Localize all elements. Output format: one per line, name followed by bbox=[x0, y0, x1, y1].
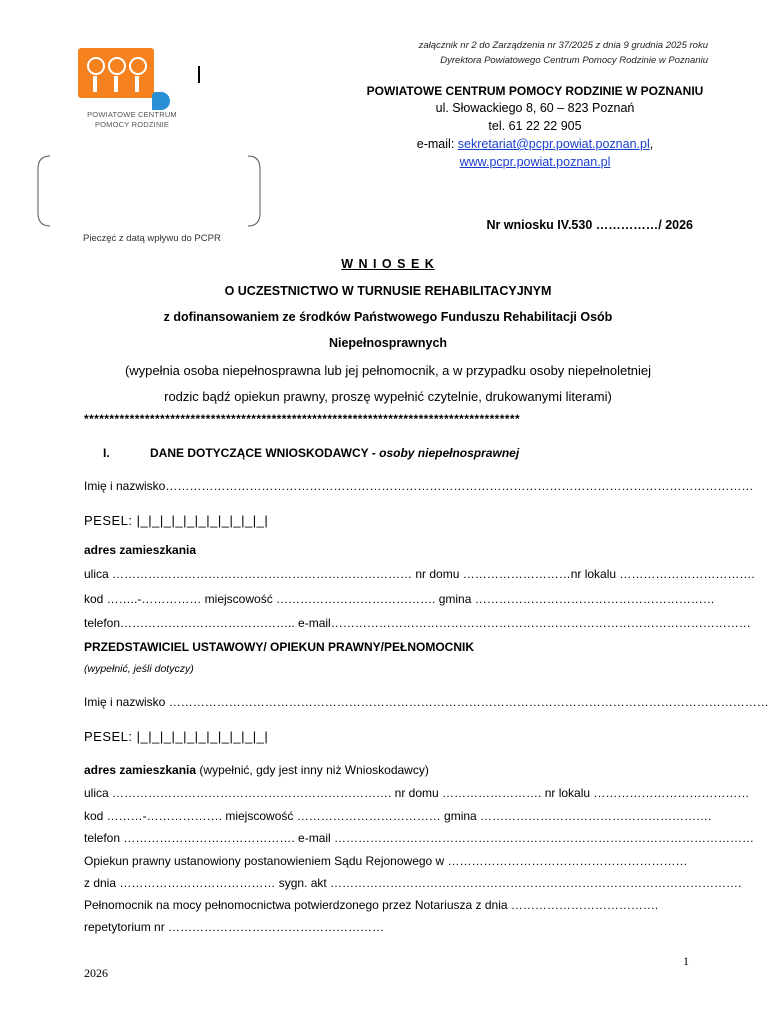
repertory-field[interactable]: repetytorium nr ……………………………………………… bbox=[84, 920, 385, 934]
title-line2: z dofinansowaniem ze środków Państwowego Funduszu Rehabilitacji Osób bbox=[163, 310, 613, 324]
instructions-line1: (wypełnia osoba niepełnosprawna lub jej pełnomocnik, a w przypadku osoby niepełnoletniej bbox=[124, 363, 652, 378]
representative-pesel-field[interactable]: PESEL: |_|_|_|_|_|_|_|_|_|_|_| bbox=[84, 729, 269, 744]
stamp-brackets bbox=[36, 155, 262, 227]
logo-blue-mark bbox=[152, 92, 170, 110]
org-phone: tel. 61 22 22 905 bbox=[488, 119, 582, 133]
logo-text-line2: POMOCY RODZINIE bbox=[94, 120, 170, 129]
logo-stroke bbox=[135, 76, 139, 92]
org-address: ul. Słowackiego 8, 60 – 823 Poznań bbox=[435, 101, 635, 115]
logo-figure-icon bbox=[87, 57, 105, 75]
representative-city-field[interactable]: kod ………-………………. miejscowość ……………………………… gmina …………………………………………………. bbox=[84, 809, 712, 823]
section1-heading-text: DANE DOTYCZĄCE WNIOSKODAWCY - bbox=[150, 446, 380, 460]
document-title: W N I O S E K bbox=[341, 257, 435, 271]
title-line1: O UCZESTNICTWO W TURNUSIE REHABILITACYJNYM bbox=[224, 284, 552, 298]
org-email-prefix: e-mail: bbox=[416, 137, 458, 151]
applicant-street-field[interactable]: ulica ………………………………………………………………… nr domu ………………………nr lokalu ……………………………. bbox=[84, 567, 755, 581]
representative-name-field[interactable]: Imię i nazwisko …………………………………………………………………………………………………………………………………… bbox=[84, 695, 769, 709]
org-www-row bbox=[362, 155, 708, 169]
logo-orange-square bbox=[78, 48, 154, 98]
representative-address-heading bbox=[84, 763, 694, 777]
applicant-city-field[interactable]: kod ……..-…………… miejscowość …………………………………. gmina …………………………………………………… bbox=[84, 592, 715, 606]
logo-text-line1: POWIATOWE CENTRUM bbox=[87, 110, 177, 119]
header-separator bbox=[198, 66, 200, 83]
representative-contact-field[interactable]: telefon ……………………………………. e-mail …………………………………………………………………………………………… bbox=[84, 831, 755, 845]
asterisk-separator: ************************************************************************************** bbox=[84, 412, 521, 426]
applicant-pesel-field[interactable]: PESEL: |_|_|_|_|_|_|_|_|_|_|_| bbox=[84, 513, 269, 528]
court-date-field[interactable]: z dnia ………………………………… sygn. akt …………………………………………………………………………………………. bbox=[84, 876, 742, 890]
logo-text bbox=[82, 110, 182, 130]
org-email-suffix: , bbox=[649, 137, 654, 151]
applicant-contact-field[interactable]: telefon…………………………………….. e-mail…………………………………………………………………………………………… bbox=[84, 616, 751, 630]
representative-heading: PRZEDSTAWICIEL USTAWOWY/ OPIEKUN PRAWNY/PEŁNOMOCNIK bbox=[84, 640, 475, 654]
attachment-note-line2: Dyrektora Powiatowego Centrum Pomocy Rodzinie w Poznaniu bbox=[440, 55, 708, 66]
stamp-caption: Pieczęć z datą wpływu do PCPR bbox=[83, 233, 221, 244]
pcpr-logo bbox=[78, 48, 178, 134]
attachment-note-line1: załącznik nr 2 do Zarządzenia nr 37/2025 z dnia 9 grudnia 2025 roku bbox=[418, 40, 708, 51]
logo-stroke bbox=[93, 76, 97, 92]
page-number: 1 bbox=[683, 954, 689, 968]
representative-address-label: adres zamieszkania bbox=[84, 763, 197, 777]
instructions-line2: rodzic bądź opiekun prawny, proszę wypełnić czytelnie, drukowanymi literami) bbox=[164, 389, 612, 404]
logo-figure-icon bbox=[129, 57, 147, 75]
org-www-link[interactable]: www.pcpr.powiat.poznan.pl bbox=[459, 155, 611, 169]
representative-street-field[interactable]: ulica ……………………………………………………………. nr domu ……………………. nr lokalu ………………………………… bbox=[84, 786, 750, 800]
org-email-row bbox=[362, 137, 708, 151]
representative-note: (wypełnić, jeśli dotyczy) bbox=[84, 663, 194, 675]
org-name: POWIATOWE CENTRUM POMOCY RODZINIE W POZNANIU bbox=[366, 84, 704, 98]
applicant-address-heading: adres zamieszkania bbox=[84, 543, 197, 557]
section1-number: I. bbox=[103, 446, 110, 460]
representative-address-note: (wypełnić, gdy jest inny niż Wnioskodawcy) bbox=[196, 763, 429, 777]
section1-heading bbox=[150, 446, 519, 460]
logo-stroke bbox=[114, 76, 118, 92]
guardian-court-field[interactable]: Opiekun prawny ustanowiony postanowieniem Sądu Rejonowego w …………………………………………………… bbox=[84, 854, 688, 868]
applicant-name-field[interactable]: Imię i nazwisko………………………………………………………………………………………………………………………………… bbox=[84, 479, 754, 493]
org-email-link[interactable]: sekretariat@pcpr.powiat.poznan.pl bbox=[457, 137, 650, 151]
notary-field[interactable]: Pełnomocnik na mocy pełnomocnictwa potwierdzonego przez Notariusza z dnia ………………………………. bbox=[84, 898, 659, 912]
stamp-box bbox=[36, 155, 262, 227]
application-number: Nr wniosku IV.530 ……………/ 2026 bbox=[486, 218, 693, 232]
logo-figure-icon bbox=[108, 57, 126, 75]
title-line3: Niepełnosprawnych bbox=[328, 336, 448, 350]
footer-year: 2026 bbox=[84, 966, 108, 980]
section1-heading-italic: osoby niepełnosprawnej bbox=[379, 446, 520, 460]
